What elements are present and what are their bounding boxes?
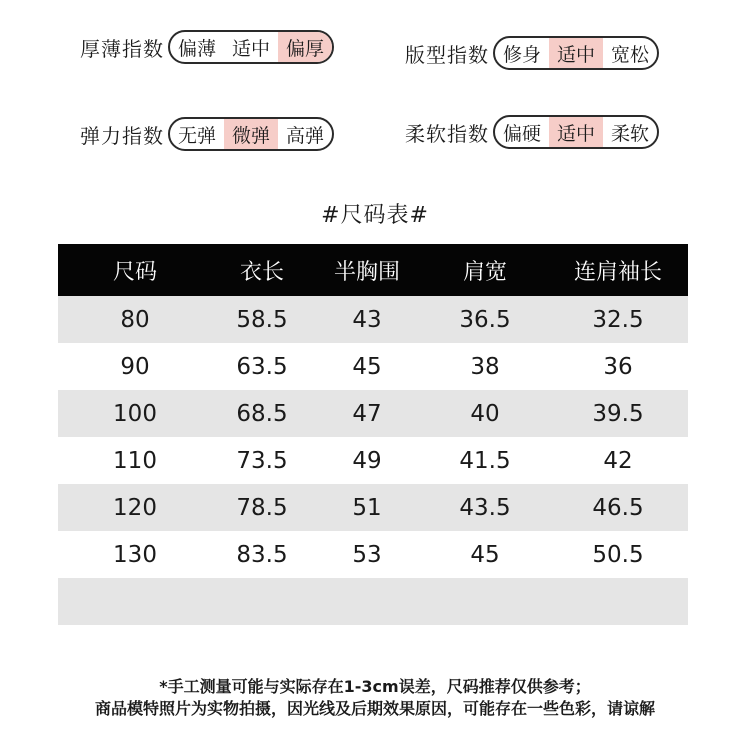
table-row bbox=[58, 343, 688, 390]
cell-size: 100 bbox=[113, 400, 157, 427]
cell-size: 80 bbox=[120, 306, 150, 333]
index-option: 柔软 bbox=[611, 122, 650, 145]
table-row-empty bbox=[58, 578, 688, 625]
cell-size: 130 bbox=[113, 541, 157, 568]
index-label: 柔软指数 bbox=[405, 121, 489, 146]
note-line: 商品模特照片为实物拍摄，因光线及后期效果原因，可能存在一些色彩，请谅解 bbox=[94, 699, 655, 718]
cell-sleeve: 39.5 bbox=[592, 400, 644, 427]
index-softness bbox=[405, 115, 659, 149]
index-scale bbox=[168, 117, 334, 151]
cell-length: 78.5 bbox=[236, 494, 288, 521]
index-label: 版型指数 bbox=[405, 42, 489, 67]
index-option-selected: 微弹 bbox=[224, 119, 278, 149]
index-label: 弹力指数 bbox=[80, 123, 164, 148]
index-option-selected: 偏厚 bbox=[278, 32, 332, 62]
index-scale bbox=[168, 30, 334, 64]
index-label: 厚薄指数 bbox=[80, 36, 164, 61]
header-length: 衣长 bbox=[239, 259, 284, 285]
cell-shoulder: 40 bbox=[470, 400, 500, 427]
index-elasticity bbox=[80, 117, 334, 151]
note-line: *手工测量可能与实际存在1-3cm误差，尺码推荐仅供参考； bbox=[159, 677, 591, 696]
index-option-selected: 适中 bbox=[549, 38, 603, 68]
table-row bbox=[58, 437, 688, 484]
cell-length: 58.5 bbox=[236, 306, 288, 333]
index-option-selected: 适中 bbox=[549, 117, 603, 147]
cell-length: 63.5 bbox=[236, 353, 288, 380]
size-table-title: #尺码表# bbox=[321, 203, 429, 228]
cell-half-chest: 47 bbox=[352, 400, 382, 427]
cell-size: 90 bbox=[120, 353, 150, 380]
header-sleeve: 连肩袖长 bbox=[573, 259, 662, 285]
index-option: 偏薄 bbox=[178, 37, 217, 60]
cell-size: 110 bbox=[113, 447, 157, 474]
index-option: 修身 bbox=[503, 43, 542, 66]
cell-half-chest: 53 bbox=[352, 541, 382, 568]
cell-sleeve: 42 bbox=[603, 447, 633, 474]
table-row bbox=[58, 390, 688, 437]
cell-sleeve: 46.5 bbox=[592, 494, 644, 521]
index-scale bbox=[493, 36, 659, 70]
table-row bbox=[58, 531, 688, 578]
cell-sleeve: 36 bbox=[603, 353, 633, 380]
cell-half-chest: 43 bbox=[352, 306, 382, 333]
cell-length: 68.5 bbox=[236, 400, 288, 427]
cell-shoulder: 43.5 bbox=[459, 494, 511, 521]
index-option: 宽松 bbox=[611, 43, 650, 66]
measurement-notes bbox=[0, 676, 750, 720]
cell-size: 120 bbox=[113, 494, 157, 521]
header-shoulder: 肩宽 bbox=[462, 259, 507, 285]
cell-shoulder: 45 bbox=[470, 541, 500, 568]
cell-length: 83.5 bbox=[236, 541, 288, 568]
cell-half-chest: 49 bbox=[352, 447, 382, 474]
header-size: 尺码 bbox=[112, 259, 157, 285]
index-option: 无弹 bbox=[178, 124, 217, 147]
cell-shoulder: 41.5 bbox=[459, 447, 511, 474]
index-thickness bbox=[80, 30, 334, 64]
size-table-header bbox=[58, 244, 688, 296]
index-fit bbox=[405, 36, 659, 70]
table-row bbox=[58, 484, 688, 531]
size-table bbox=[58, 244, 688, 625]
cell-sleeve: 32.5 bbox=[592, 306, 644, 333]
index-option: 偏硬 bbox=[503, 122, 542, 145]
fabric-indices bbox=[0, 0, 750, 170]
table-row bbox=[58, 296, 688, 343]
index-option: 适中 bbox=[232, 37, 271, 60]
index-option: 高弹 bbox=[286, 124, 325, 147]
cell-shoulder: 36.5 bbox=[459, 306, 511, 333]
cell-sleeve: 50.5 bbox=[592, 541, 644, 568]
cell-half-chest: 51 bbox=[352, 494, 382, 521]
cell-length: 73.5 bbox=[236, 447, 288, 474]
cell-shoulder: 38 bbox=[470, 353, 500, 380]
header-half-chest: 半胸围 bbox=[333, 259, 400, 285]
cell-half-chest: 45 bbox=[352, 353, 382, 380]
index-scale bbox=[493, 115, 659, 149]
